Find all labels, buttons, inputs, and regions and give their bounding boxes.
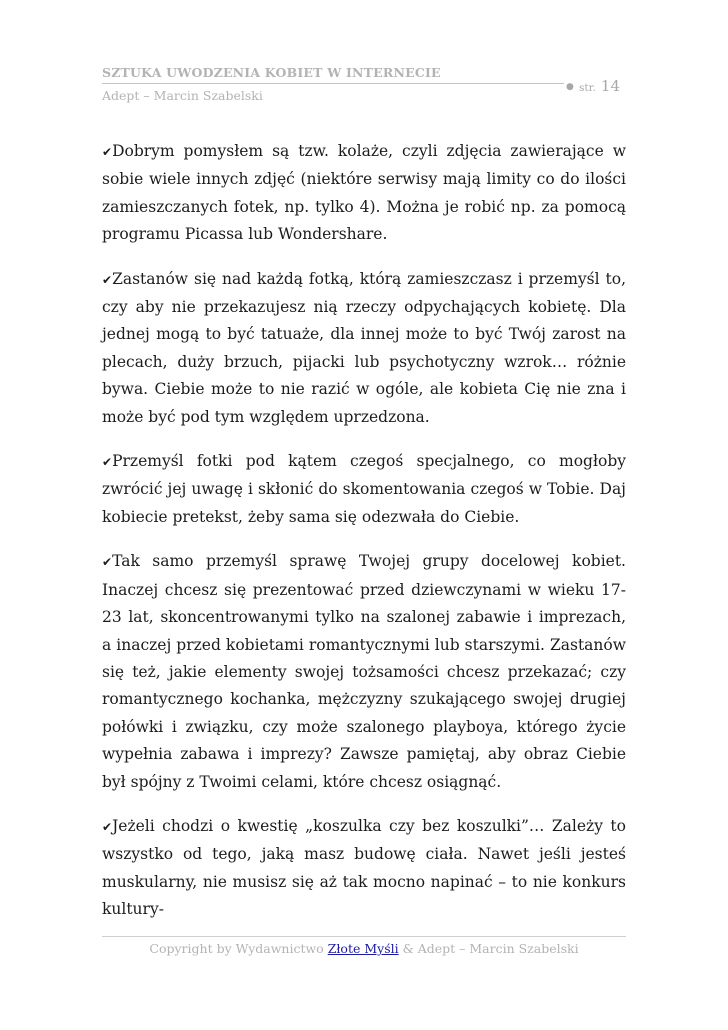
- book-title: SZTUKA UWODZENIA KOBIET W INTERNECIE: [102, 65, 441, 80]
- page-number: [566, 76, 620, 95]
- checkmark-icon: ✔: [102, 272, 113, 287]
- header-divider: [102, 83, 564, 84]
- footer-divider: [102, 936, 626, 937]
- footer-copyright-suffix: & Adept – Marcin Szabelski: [398, 941, 579, 956]
- paragraph: [102, 813, 626, 924]
- paragraph: [102, 266, 626, 431]
- checkmark-icon: ✔: [102, 145, 113, 159]
- paragraph-text: Przemyśl fotki pod kątem czegoś specjalnego, co mogłoby zwrócić jej uwagę i skłonić do skomentowania czegoś w Tobie. Daj kobiecie pretekst, żeby sama się odezwała do Ciebie.: [102, 452, 626, 526]
- paragraph: [102, 548, 626, 796]
- page-number-value: 14: [600, 77, 620, 95]
- page-bullet-icon: ●: [566, 82, 574, 92]
- footer-copyright-prefix: Copyright by Wydawnictwo: [149, 941, 328, 956]
- checkmark-icon: ✔: [102, 555, 113, 570]
- page-footer: [102, 941, 626, 956]
- checkmark-icon: ✔: [102, 455, 113, 470]
- paragraph: [102, 138, 626, 249]
- paragraph-text: Jeżeli chodzi o kwestię „koszulka czy bez koszulki”… Zależy to wszystko od tego, jaką masz budowę ciała. Nawet jeśli jesteś muskularny, nie musisz się aż tak mocno napinać – to nie konkurs kultury-: [102, 816, 626, 919]
- author-line: Adept – Marcin Szabelski: [102, 88, 263, 103]
- paragraph: [102, 448, 626, 531]
- checkmark-icon: ✔: [102, 819, 113, 834]
- paragraph-text: Dobrym pomysłem są tzw. kolaże, czyli zdjęcia zawierające w sobie wiele innych zdjęć (niektóre serwisy mają limity co do ilości zamieszczanych fotek, np. tylko 4). Można je robić np. za pomocą programu Picassa lub Wondershare.: [102, 142, 626, 244]
- main-text: [102, 138, 626, 941]
- page-header: [102, 62, 626, 112]
- paragraph-text: Tak samo przemyśl sprawę Twojej grupy docelowej kobiet. Inaczej chcesz się prezentować przed dziewczynami w wieku 17-23 lat, skoncentrowanymi tylko na szalonej zabawie i imprezach, a inaczej przed kobietami romantycznymi lub starszymi. Zastanów się też, jakie elementy swojej tożsamości chcesz przekazać; czy romantycznego kochanka, mężczyzny szukającego swojej drugiej połówki i związku, czy może szalonego playboya, którego życie wypełnia zabawa i imprezy? Zawsze pamiętaj, aby obraz Ciebie był spójny z Twoimi celami, które chcesz osiągnąć.: [102, 552, 626, 791]
- paragraph-text: Zastanów się nad każdą fotką, którą zamieszczasz i przemyśl to, czy aby nie przekazujesz nią rzeczy odpychających kobietę. Dla jednej mogą to być tatuaże, dla innej może to być Twój zarost na plecach, duży brzuch, pijacki lub psychotyczny wzrok… różnie bywa. Ciebie może to nie razić w ogóle, ale kobieta Cię nie zna i może być pod tym względem uprzedzona.: [102, 269, 626, 426]
- publisher-link[interactable]: Złote Myśli: [327, 941, 399, 956]
- page-label: str.: [579, 82, 596, 94]
